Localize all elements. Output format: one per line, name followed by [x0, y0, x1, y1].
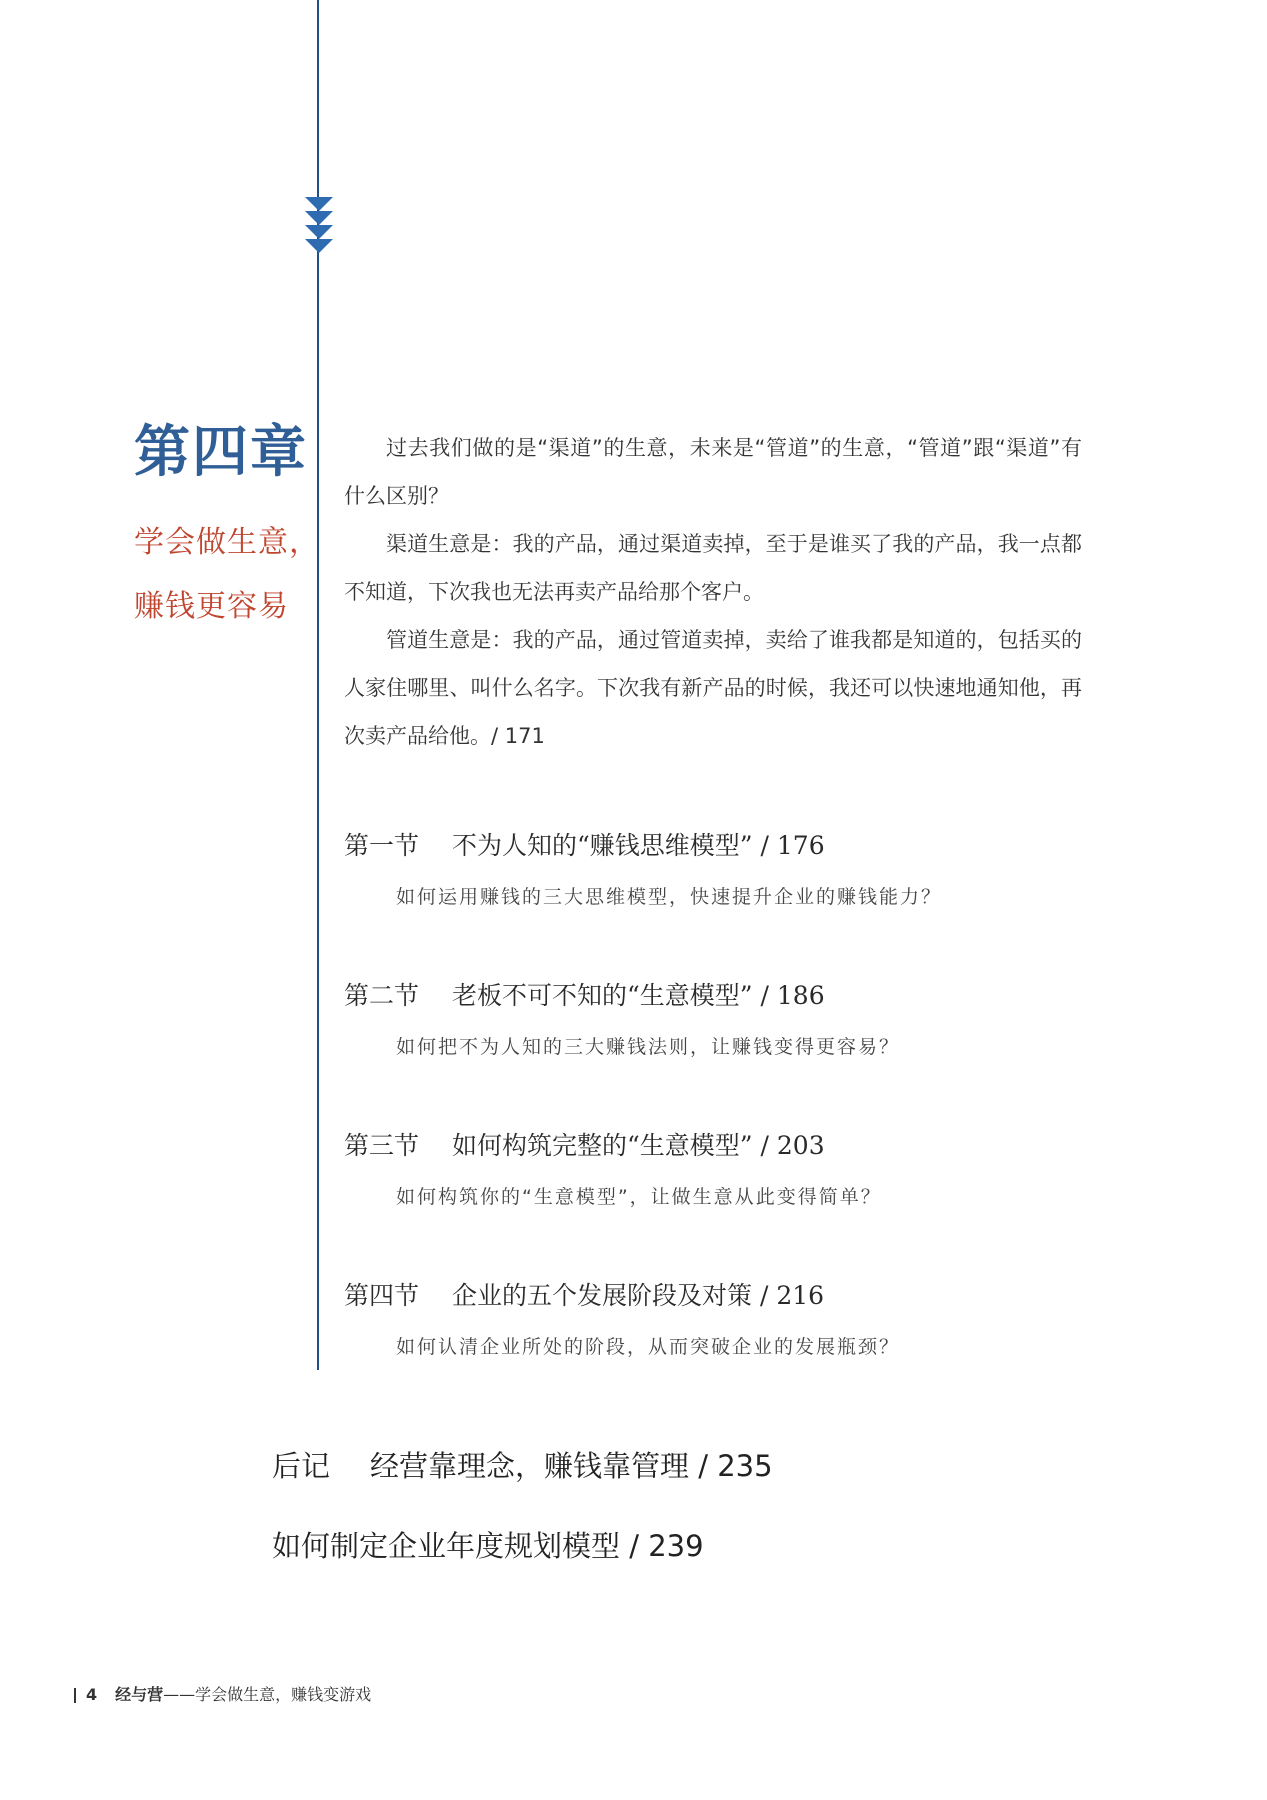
triple-chevron-down-icon [302, 195, 336, 255]
section-heading: 不为人知的“赚钱思维模型” / 176 [452, 831, 825, 860]
section-description: 如何构筑你的“生意模型”，让做生意从此变得简单？ [396, 1186, 882, 1208]
toc-afterword[interactable] [272, 1444, 773, 1485]
intro-paragraph: 管道生意是：我的产品，通过管道卖掉，卖给了谁我都是知道的，包括买的人家住哪里、叫什么名字。下次我有新产品的时候，我还可以快速地通知他，再次卖产品给他。/ 171 [344, 628, 1082, 748]
section-description: 如何认清企业所处的阶段，从而突破企业的发展瓶颈？ [396, 1336, 901, 1358]
page-footer [74, 1682, 371, 1705]
book-title: 经与营 [115, 1685, 164, 1704]
section-title [344, 1276, 1104, 1312]
toc-section-2[interactable] [344, 976, 1104, 1059]
section-heading: 老板不可不知的“生意模型” / 186 [452, 981, 825, 1010]
section-title [344, 976, 1104, 1012]
toc-section-1[interactable] [344, 826, 1104, 909]
section-description: 如何把不为人知的三大赚钱法则，让赚钱变得更容易？ [396, 1036, 901, 1058]
section-heading: 如何构筑完整的“生意模型” / 203 [452, 1131, 825, 1160]
section-heading: 企业的五个发展阶段及对策 / 216 [452, 1281, 825, 1310]
page-number: 4 [86, 1685, 98, 1704]
intro-paragraph: 过去我们做的是“渠道”的生意，未来是“管道”的生意，“管道”跟“渠道”有什么区别？ [344, 436, 1082, 508]
chapter-number: 第四章 [134, 419, 308, 485]
toc-section-3[interactable] [344, 1126, 1104, 1209]
intro-paragraph: 渠道生意是：我的产品，通过渠道卖掉，至于是谁买了我的产品，我一点都不知道，下次我也无法再卖产品给那个客户。 [344, 532, 1082, 604]
section-number: 第一节 [344, 831, 420, 860]
chapter-subtitle-line1: 学会做生意， [134, 525, 320, 560]
afterword-title: 经营靠理念，赚钱靠管理 / 235 [370, 1449, 773, 1483]
toc-section-4[interactable] [344, 1276, 1104, 1359]
appendix-title: 如何制定企业年度规划模型 / 239 [272, 1529, 704, 1563]
chapter-subtitle-line2: 赚钱更容易 [134, 589, 289, 624]
chapter-intro [344, 424, 1082, 760]
section-number: 第二节 [344, 981, 420, 1010]
section-description: 如何运用赚钱的三大思维模型，快速提升企业的赚钱能力？ [396, 886, 943, 908]
afterword-label: 后记 [272, 1449, 331, 1483]
section-number: 第三节 [344, 1131, 420, 1160]
book-subtitle: ——学会做生意，赚钱变游戏 [163, 1685, 372, 1704]
section-title [344, 826, 1104, 862]
footer-divider [74, 1688, 76, 1703]
section-number: 第四节 [344, 1281, 420, 1310]
toc-appendix[interactable] [272, 1524, 704, 1565]
section-title [344, 1126, 1104, 1162]
